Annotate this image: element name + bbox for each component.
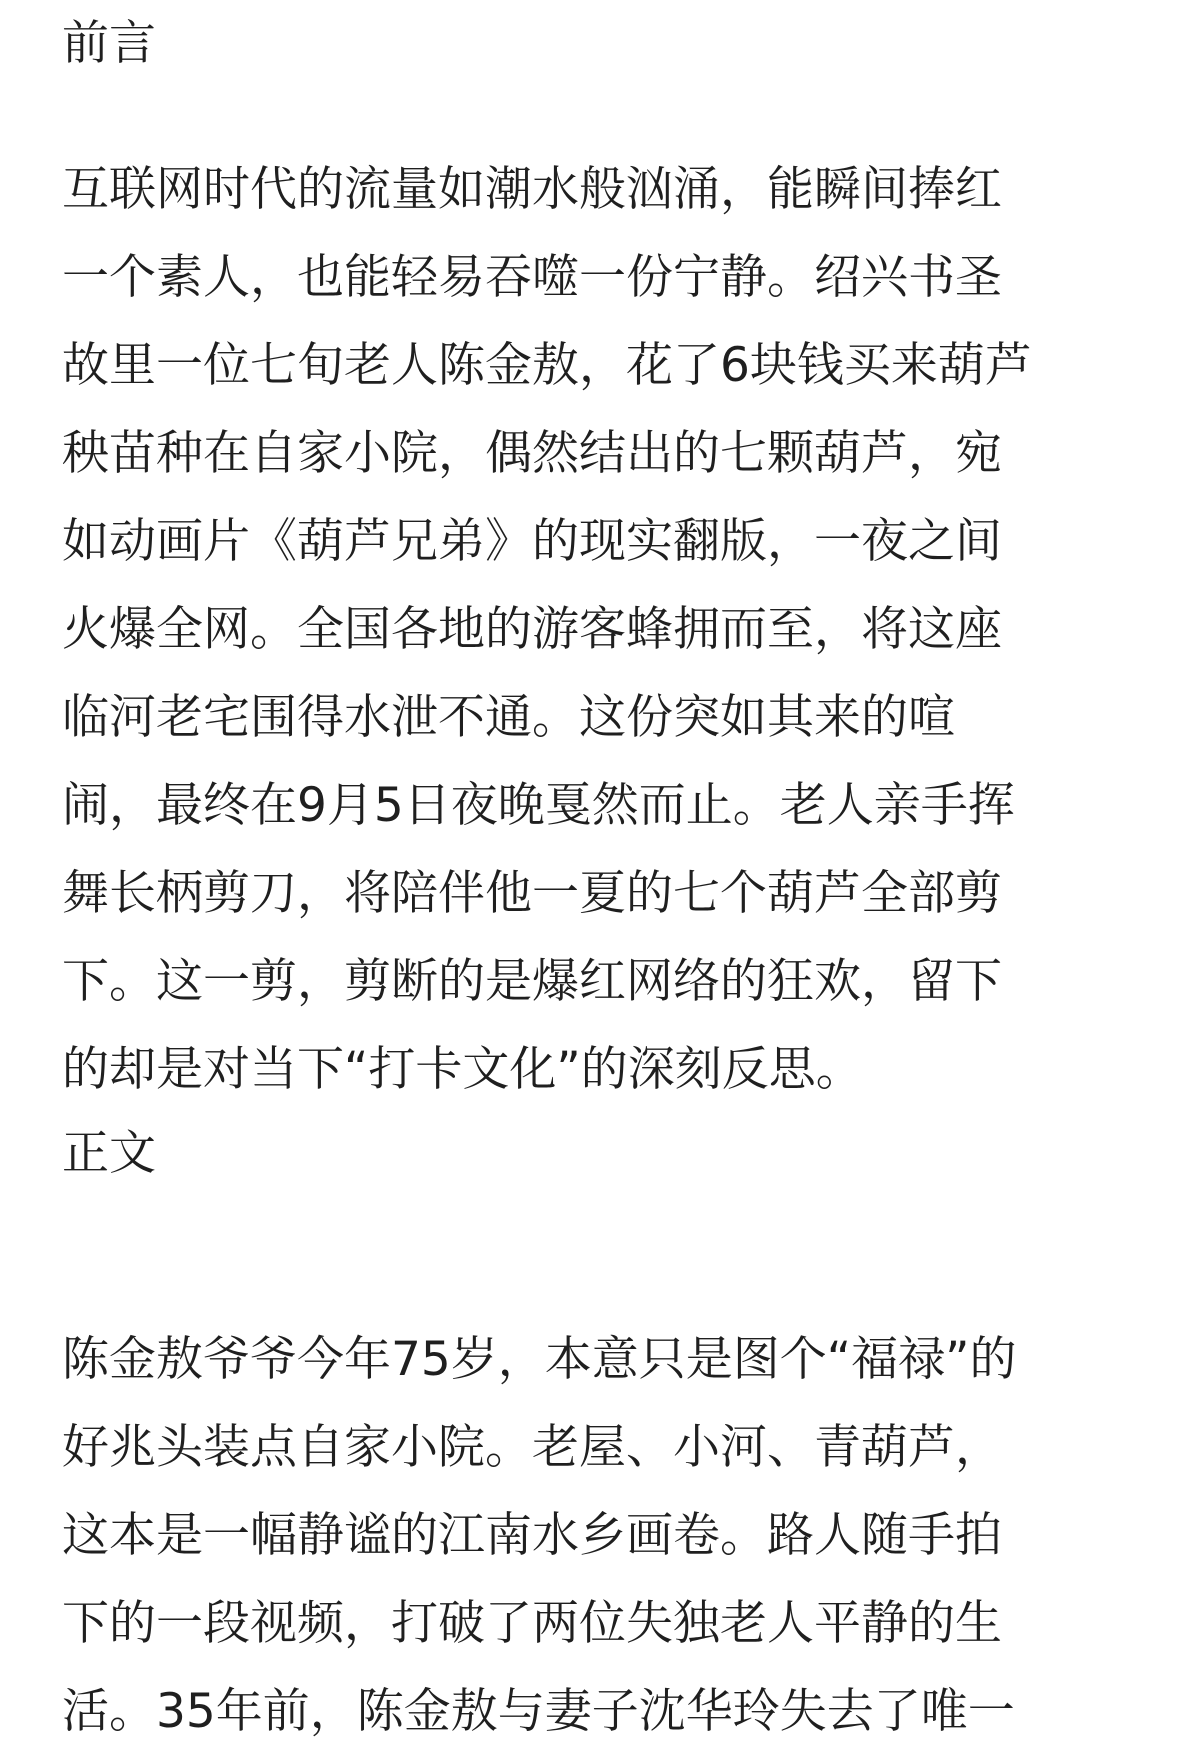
text-line: 秧苗种在自家小院，偶然结出的七颗葫芦，宛: [62, 426, 1002, 481]
text-line: 火爆全网。全国各地的游客蜂拥而至，将这座: [62, 602, 1002, 657]
text-line: 这本是一幅静谧的江南水乡画卷。路人随手拍: [62, 1508, 1002, 1563]
text-line: 一个素人，也能轻易吞噬一份宁静。绍兴书圣: [62, 250, 1002, 305]
text-line: 下。这一剪，剪断的是爆红网络的狂欢，留下: [62, 954, 1002, 1009]
body-paragraph: [62, 1316, 1122, 1756]
text-line: 临河老宅围得水泄不通。这份突如其来的喧: [62, 690, 955, 745]
text-line: 好兆头装点自家小院。老屋、小河、青葫芦，: [62, 1420, 1002, 1475]
text-line: 互联网时代的流量如潮水般汹涌，能瞬间捧红: [62, 162, 1002, 217]
text-line: 活。35年前，陈金敖与妻子沈华玲失去了唯一: [62, 1684, 1015, 1739]
text-line: 故里一位七旬老人陈金敖，花了6块钱买来葫芦: [62, 338, 1032, 393]
preface-heading: 前言: [62, 16, 156, 71]
text-line: 舞长柄剪刀，将陪伴他一夏的七个葫芦全部剪: [62, 866, 1002, 921]
text-line: 闹，最终在9月5日夜晚戛然而止。老人亲手挥: [62, 778, 1015, 833]
article: [62, 0, 1122, 1739]
preface-paragraph: [62, 146, 1122, 1114]
text-line: 的却是对当下“打卡文化”的深刻反思。: [62, 1042, 863, 1097]
text-line: 如动画片《葫芦兄弟》的现实翻版，一夜之间: [62, 514, 1002, 569]
text-line: 下的一段视频，打破了两位失独老人平静的生: [62, 1596, 1002, 1651]
text-line: 陈金敖爷爷今年75岁，本意只是图个“福禄”的: [62, 1332, 1017, 1387]
body-heading: 正文: [62, 1126, 156, 1181]
